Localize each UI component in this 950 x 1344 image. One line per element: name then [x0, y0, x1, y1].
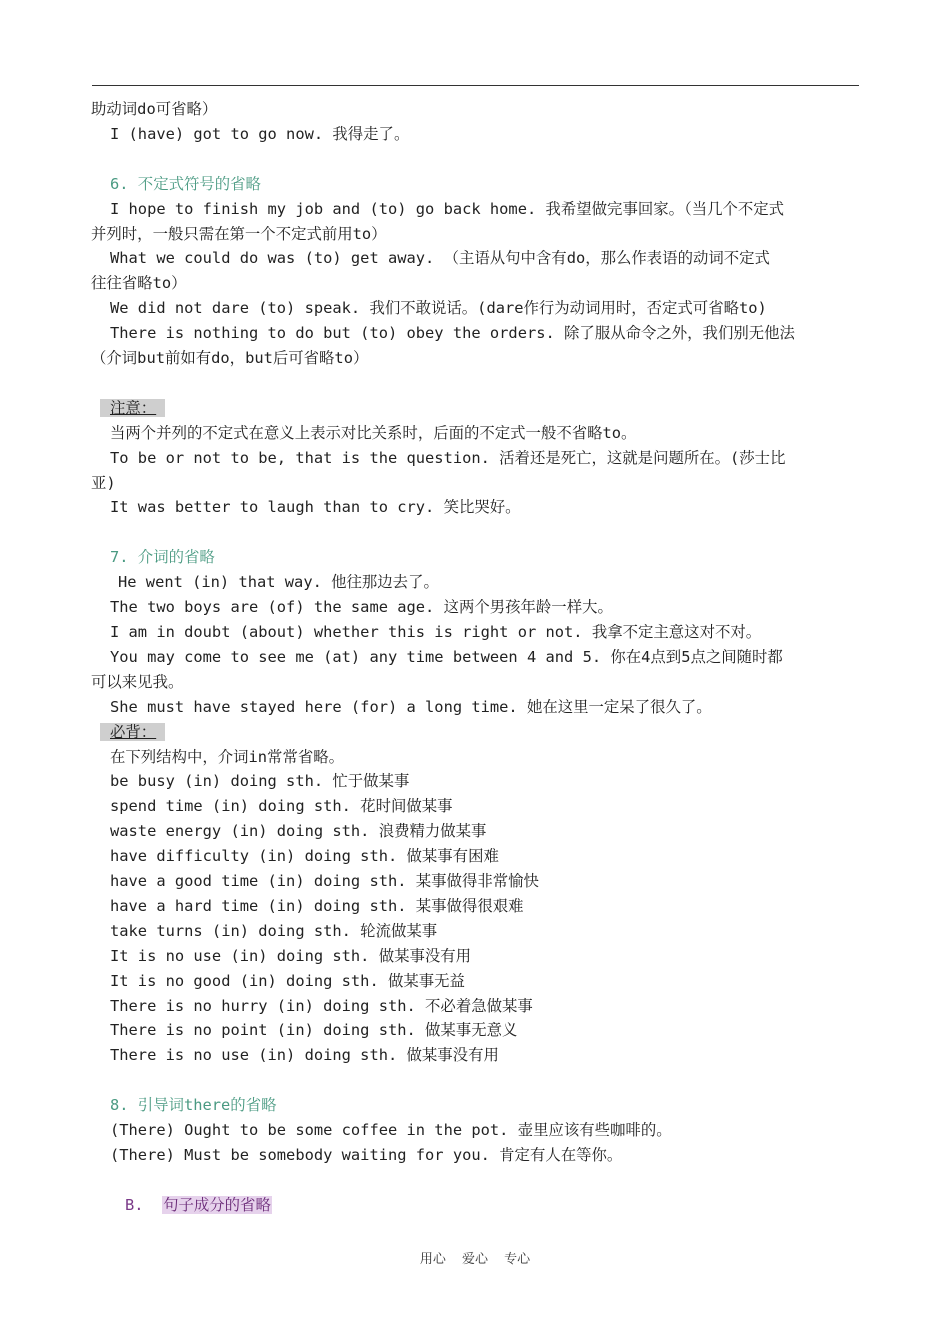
example-sentence: I am in doubt (about) whether this is right or not. 我拿不定主意这对不对。	[110, 622, 762, 641]
phrase-item: have a good time (in) doing sth. 某事做得非常愉快	[110, 872, 539, 891]
example-sentence: The two boys are (of) the same age. 这两个男孩年龄一样大。	[110, 598, 613, 617]
spacer	[91, 520, 861, 545]
spacer	[91, 1068, 861, 1093]
text-line: 往往省略to）	[91, 274, 187, 293]
spacer	[91, 147, 861, 172]
page-footer	[0, 1248, 950, 1267]
header-rule	[92, 85, 859, 86]
example-sentence: There is nothing to do but (to) obey the orders. 除了服从命令之外，我们别无他法	[110, 324, 795, 343]
text-line: （介词but前如有do，but后可省略to）	[91, 349, 369, 368]
note-line	[91, 396, 861, 421]
example-sentence: You may come to see me (at) any time between 4 and 5. 你在4点到5点之间随时都	[110, 647, 783, 666]
must-memorize-label: 必背：	[100, 723, 165, 741]
footer-item: 爱心	[461, 1252, 488, 1267]
phrase-item: have difficulty (in) doing sth. 做某事有困难	[110, 847, 499, 866]
spacer	[91, 1168, 861, 1193]
section-heading-b	[91, 1193, 861, 1218]
phrase-item: There is no use (in) doing sth. 做某事没有用	[110, 1046, 499, 1065]
section-heading-6: 6. 不定式符号的省略	[110, 174, 261, 193]
footer-item: 专心	[504, 1252, 531, 1267]
example-sentence: I hope to finish my job and (to) go back home. 我希望做完事回家。（当几个不定式	[110, 199, 785, 218]
spacer	[91, 371, 861, 396]
example-sentence: She must have stayed here (for) a long time. 她在这里一定呆了很久了。	[110, 697, 712, 716]
footer-item: 用心	[419, 1252, 446, 1267]
example-sentence: He went (in) that way. 他往那边去了。	[118, 573, 439, 592]
phrase-item: have a hard time (in) doing sth. 某事做得很艰难	[110, 896, 524, 915]
section-b-title: 句子成分的省略	[163, 1195, 271, 1214]
example-sentence: It was better to laugh than to cry. 笑比哭好。	[110, 498, 521, 517]
must-memorize-line	[91, 720, 861, 745]
note-text: 当两个并列的不定式在意义上表示对比关系时，后面的不定式一般不省略to。	[110, 423, 637, 442]
example-sentence: We did not dare (to) speak. 我们不敢说话。(dare作行为动词用时，否定式可省略to)	[110, 299, 767, 318]
section-heading-8: 8. 引导词there的省略	[110, 1096, 277, 1115]
phrase-item: There is no point (in) doing sth. 做某事无意义	[110, 1021, 518, 1040]
example-sentence: (There) Must be somebody waiting for you. 肯定有人在等你。	[110, 1146, 623, 1164]
phrase-item: take turns (in) doing sth. 轮流做某事	[110, 921, 438, 940]
phrase-item: There is no hurry (in) doing sth. 不必着急做某事	[110, 996, 533, 1015]
example-sentence: What we could do was (to) get away. （主语从句中含有do，那么作表语的动词不定式	[110, 249, 770, 268]
text-line: 助动词do可省略）	[91, 100, 218, 118]
phrase-item: waste energy (in) doing sth. 浪费精力做某事	[110, 822, 487, 841]
note-label: 注意：	[100, 399, 165, 417]
text-line: 亚)	[91, 473, 116, 492]
example-sentence: I (have) got to go now. 我得走了。	[110, 124, 410, 143]
text-line: 并列时，一般只需在第一个不定式前用to）	[91, 224, 387, 243]
section-b-letter: B.	[125, 1195, 144, 1214]
example-sentence: To be or not to be, that is the question. 活着还是死亡，这就是问题所在。(莎士比	[110, 448, 786, 467]
example-sentence: (There) Ought to be some coffee in the pot. 壶里应该有些咖啡的。	[110, 1121, 672, 1140]
document-body	[91, 97, 861, 1218]
text-line: 可以来见我。	[91, 672, 184, 691]
phrase-item: It is no good (in) doing sth. 做某事无益	[110, 971, 465, 990]
phrase-item: It is no use (in) doing sth. 做某事没有用	[110, 946, 472, 965]
text-line: 在下列结构中，介词in常常省略。	[110, 747, 345, 766]
phrase-item: spend time (in) doing sth. 花时间做某事	[110, 797, 453, 816]
section-heading-7: 7. 介词的省略	[110, 548, 215, 567]
phrase-item: be busy (in) doing sth. 忙于做某事	[110, 772, 410, 791]
